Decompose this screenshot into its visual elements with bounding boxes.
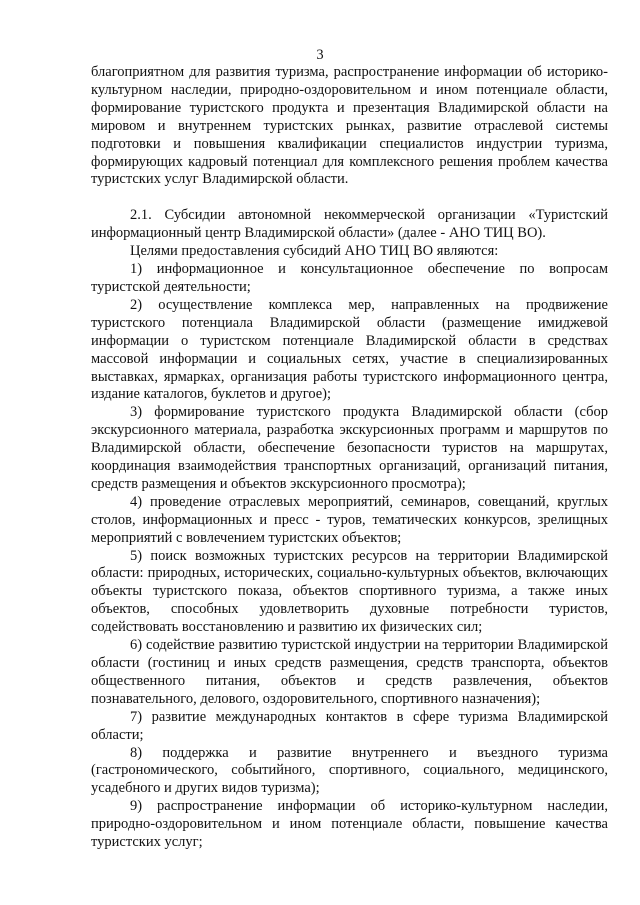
section-heading-2-1: 2.1. Субсидии автономной некоммерческой организации «Туристский информационный центр Владимирской области» (далее - АНО ТИЦ ВО). [91, 207, 608, 242]
goal-item-1: 1) информационное и консультационное обеспечение по вопросам туристской деятельности; [91, 261, 608, 295]
document-body [91, 64, 608, 852]
goal-item-3: 3) формирование туристского продукта Владимирской области (сбор экскурсионного материала, разработка экскурсионных программ и маршрутов по Владимирской области, обеспечение безопасности туристов на маршрутах, координация взаимодействия транспортных организаций, организаций питания, средств размещения и объектов экскурсионного просмотра); [91, 404, 608, 492]
goal-item-5: 5) поиск возможных туристских ресурсов на территории Владимирской области: природных, исторических, социально-культурных объектов, включающих объекты туристского показа, объектов спортивного туризма, а также иных объектов, способных удовлетворить духовные потребности туристов, содействовать восстановлению и развитию их физических сил; [91, 547, 608, 636]
page-number: 3 [316, 47, 324, 63]
paragraph-continuation: благоприятном для развития туризма, распространение информации об историко-культурном наследии, природно-оздоровительном и ином потенциале области, формирование туристского продукта и презентация Владимирской области на мировом и внутреннем туристских рынках, развитие отраслевой системы подготовки и повышения квалификации специалистов индустрии туризма, формирующих кадровый потенциал для комплексного решения проблем качества туристских услуг Владимирской области. [91, 64, 608, 188]
goal-item-9: 9) распространение информации об историко-культурном наследии, природно-оздоровительном и ином потенциале области, повышение качества туристских услуг; [91, 798, 608, 851]
paragraph-gap [91, 189, 608, 207]
goal-item-4: 4) проведение отраслевых мероприятий, семинаров, совещаний, круглых столов, информационных и пресс - туров, тематических конкурсов, зрелищных мероприятий с вовлечением туристских объектов; [91, 493, 608, 546]
goal-item-2: 2) осуществление комплекса мер, направленных на продвижение туристского потенциала Владимирской области (размещение имиджевой информации о туристском потенциале Владимирской области в средствах массовой информации и социальных сетях, участие в специализированных выставках, ярмарках, организация работы туристского информационного центра, издание каталогов, буклетов и другое); [91, 296, 608, 403]
goal-item-7: 7) развитие международных контактов в сфере туризма Владимирской области; [91, 708, 608, 743]
goals-intro: Целями предоставления субсидий АНО ТИЦ ВО являются: [130, 243, 499, 260]
goal-item-6: 6) содействие развитию туристской индустрии на территории Владимирской области (гостиниц и иных средств размещения, средств транспорта, объектов общественного питания, объектов и средств развлечения, объектов познавательного, делового, оздоровительного, спортивного назначения); [91, 637, 608, 707]
goal-item-8: 8) поддержка и развитие внутреннего и въездного туризма (гастрономического, событийного, спортивного, социального, медицинского, усадебного и других видов туризма); [91, 744, 608, 797]
